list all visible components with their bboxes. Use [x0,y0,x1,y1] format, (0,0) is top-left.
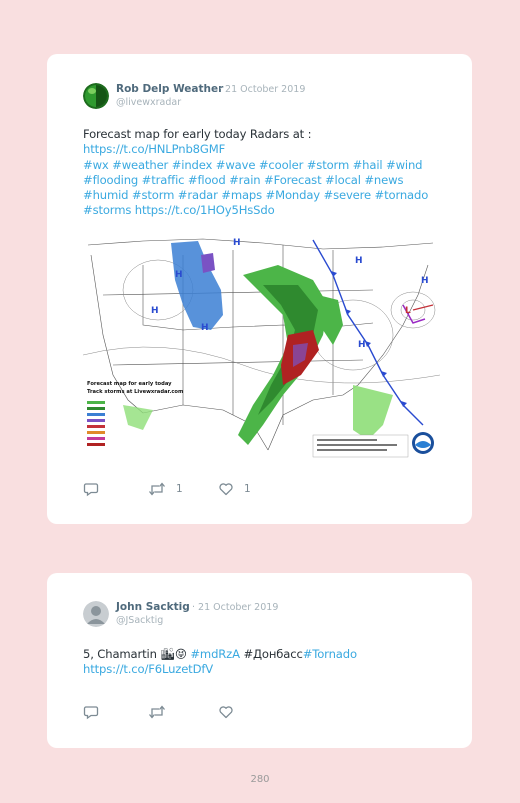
tweet-link[interactable]: https://t.co/F6LuzetDfV [83,662,214,677]
weather-forecast-map-image[interactable] [83,235,440,459]
default-user-avatar-icon [83,601,109,627]
author-handle[interactable]: @livewxradar [116,97,182,108]
reply-button[interactable] [83,704,99,720]
svg-text:Track storms at Livewxradar.co: Track storms at Livewxradar.com [87,389,184,395]
retweet-icon [148,704,166,720]
heart-icon [218,481,234,497]
avatar[interactable] [83,83,109,109]
tweet-card [47,54,472,524]
author-handle[interactable]: @JSacktig [116,615,164,626]
svg-text:H: H [201,323,209,333]
hashtag-line[interactable]: #flooding #traffic #flood #rain #Forecast #local #news [83,172,404,187]
tweet-text-intro: Forecast map for early today Radars at : [83,127,312,141]
tweet-text [83,127,448,219]
retweet-count: 1 [176,483,183,495]
page-number: 280 [250,774,270,785]
hashtag-link[interactable]: #mdRzA [186,647,240,661]
reply-button[interactable] [83,481,99,497]
tweet-text [83,647,448,678]
hashtag-plain: #Донбасс [239,647,303,661]
tweet-text-line [83,647,448,662]
svg-text:L: L [405,306,411,316]
svg-text:Forecast map for early today: Forecast map for early today [87,381,172,387]
reply-icon [83,481,99,497]
reply-icon [83,704,99,720]
tweet-actions [83,704,443,720]
author-name[interactable]: Rob Delp Weather [116,83,224,95]
avatar[interactable] [83,601,109,627]
tweet-date[interactable]: · 21 October 2019 [192,602,279,613]
retweet-button[interactable] [148,704,166,720]
tweet-card [47,573,472,748]
retweet-button[interactable] [148,481,183,497]
tweet-date[interactable]: · 21 October 2019 [219,84,306,95]
emoji: 🏙😝 [160,647,187,661]
tweet-text-plain: 5, Chamartin [83,647,161,661]
globe-avatar-icon [83,83,109,109]
svg-text:H: H [358,340,366,350]
tweet-link[interactable]: https://t.co/HNLPnb8GMF [83,142,226,157]
svg-text:H: H [151,306,159,316]
like-button[interactable] [218,704,234,720]
svg-text:H: H [355,256,363,266]
hashtag-line[interactable]: #wx #weather #index #wave #cooler #storm #hail #wind [83,157,423,172]
svg-text:H: H [175,270,183,280]
svg-text:H: H [421,276,429,286]
like-count: 1 [244,483,251,495]
heart-icon [218,704,234,720]
hashtag-line[interactable]: #storms https://t.co/1HOy5HsSdo [83,203,275,218]
svg-text:H: H [233,238,241,248]
like-button[interactable] [218,481,251,497]
hashtag-link[interactable]: #Tornado [302,647,357,661]
tweet-actions [83,481,443,497]
author-name[interactable]: John Sacktig [116,601,190,613]
hashtag-line[interactable]: #humid #storm #radar #maps #Monday #severe #tornado [83,188,429,203]
retweet-icon [148,481,166,497]
